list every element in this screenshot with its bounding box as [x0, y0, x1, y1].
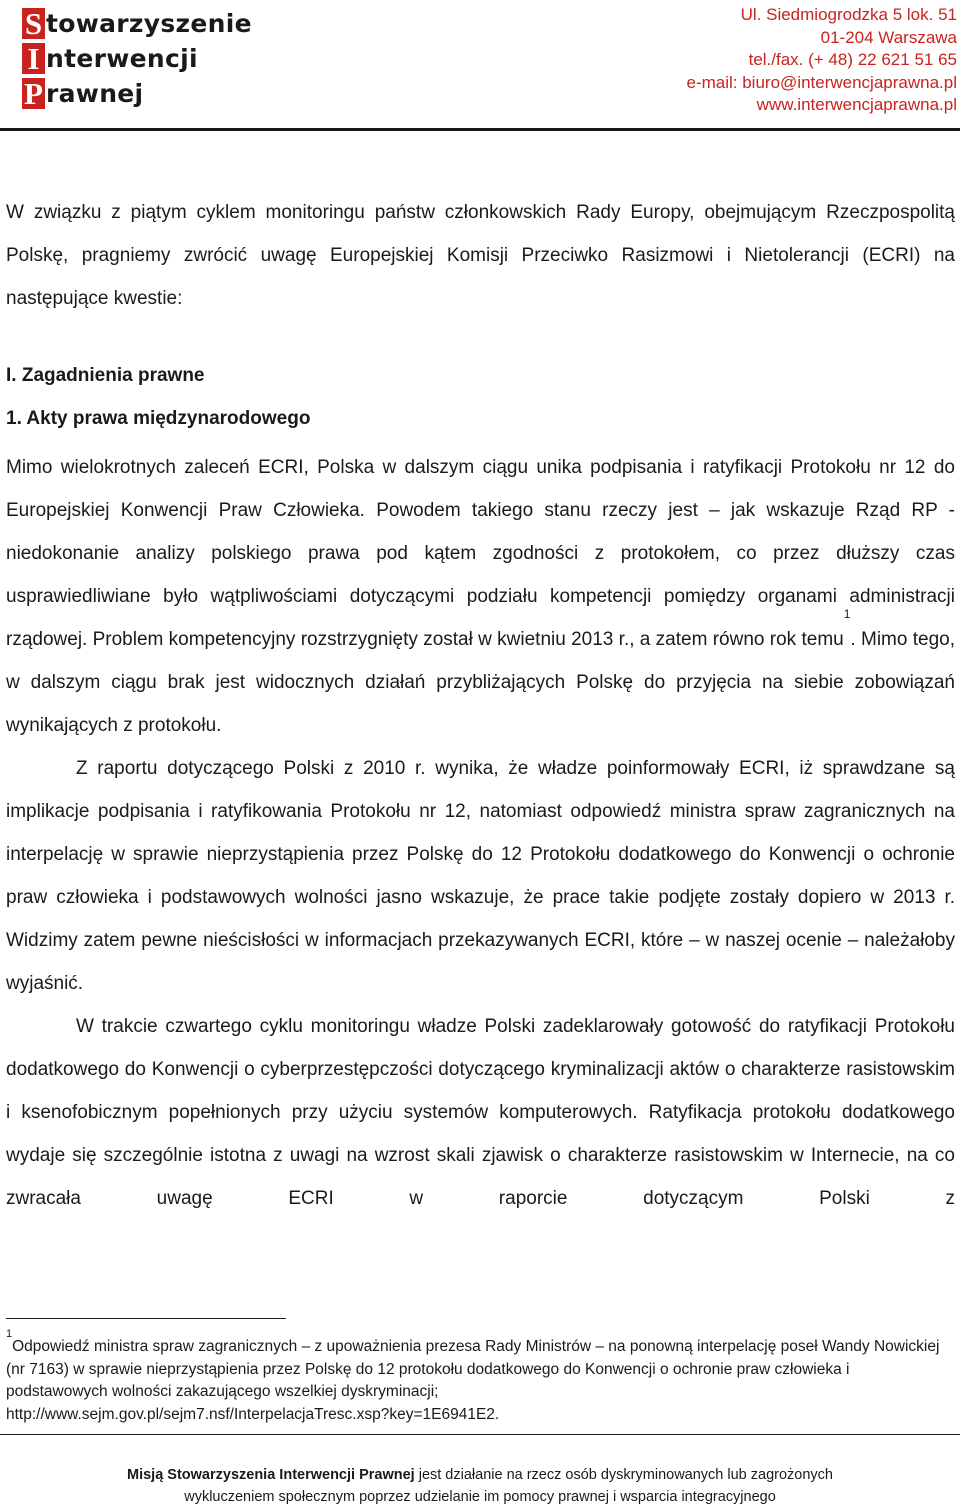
contact-email-link[interactable]: e-mail: biuro@interwencjaprawna.pl [686, 72, 957, 92]
logo-word-1: towarzyszenie [46, 9, 252, 38]
header-divider [0, 128, 960, 131]
paragraph-protocol-12 [6, 446, 955, 747]
logo-initial-i: I [22, 43, 45, 74]
contact-phone: tel./fax. (+ 48) 22 621 51 65 [748, 50, 957, 69]
footnote [6, 1328, 946, 1426]
section-heading: I. Zagadnienia prawne [6, 365, 205, 386]
organization-logo [22, 4, 252, 109]
logo-initial-p: P [22, 78, 45, 109]
mission-line-1 [0, 1464, 960, 1486]
contact-website-link[interactable]: www.interwencjaprawna.pl [756, 95, 957, 114]
footer-divider [0, 1434, 960, 1435]
footnote-text: Odpowiedź ministra spraw zagranicznych – z upoważnienia prezesa Rady Ministrów – na ponowną interpelację poseł Wandy Nowickiej (nr 7163) w sprawie nieprzystąpienia przez Polskę do 12 protokołu dodatkowego do Konwencji o ochronie praw człowieka i podstawowych wolności zakazującego wszelkiej dyskryminacji; [6, 1338, 940, 1400]
mission-line-2: wykluczeniem społecznym poprzez udzielanie im pomocy prawnej i wsparcia integracyjnego [184, 1489, 776, 1505]
main-body [6, 446, 955, 1220]
logo-line-3 [22, 74, 252, 109]
paragraph-1-text-continued: . Mimo tego, w dalszym ciągu brak jest widocznych działań przybliżających Polskę do przyjęcia na siebie zobowiązań wynikających z protokołu. [6, 629, 955, 736]
paragraph-1-text: Mimo wielokrotnych zaleceń ECRI, Polska w dalszym ciągu unika podpisania i ratyfikacji Protokołu nr 12 do Europejskiej Konwencji Praw Człowieka. Powodem takiego stanu rzeczy jest – jak wskazuje Rząd RP - niedokonanie analizy polskiego prawa pod kątem zgodności z protokołem, co przez dłuższy czas usprawiedliwiane było wątpliwościami dotyczącymi podziału kompetencji pomiędzy organami administracji rządowej. Problem kompetencyjny rozstrzygnięty został w kwietniu 2013 r., a zatem równo rok temu [6, 457, 955, 650]
footnote-number: 1 [6, 1328, 13, 1340]
footnote-url-link[interactable]: http://www.sejm.gov.pl/sejm7.nsf/InterpelacjaTresc.xsp?key=1E6941E2. [6, 1405, 500, 1423]
contact-city: 01-204 Warszawa [820, 27, 957, 47]
subsection-heading: 1. Akty prawa międzynarodowego [6, 408, 311, 429]
footnote-divider [6, 1318, 286, 1319]
footnote-reference[interactable]: 1 [843, 607, 851, 621]
logo-line-2 [22, 39, 252, 74]
mission-line-1-text: jest działanie na rzecz osób dyskryminowanych lub zagrożonych [414, 1467, 833, 1483]
contact-address: Ul. Siedmiogrodzka 5 lok. 51 [740, 5, 957, 24]
mission-organization-name: Misją Stowarzyszenia Interwencji Prawnej [127, 1467, 415, 1483]
logo-initial-s: S [22, 8, 45, 39]
paragraph-cybercrime-protocol: W trakcie czwartego cyklu monitoringu władze Polski zadeklarowały gotowość do ratyfikacji Protokołu dodatkowego do Konwencji o cyberprzestępczości dotyczącego kryminalizacji aktów o charakterze rasistowskim i ksenofobicznym popełnionych przy użyciu systemów komputerowych. Ratyfikacja protokołu dodatkowego wydaje się szczególnie istotna z uwagi na wzrost skali zjawisk o charakterze rasistowskim w Internecie, na co zwracała uwagę ECRI w raporcie dotyczącym Polski z [6, 1016, 955, 1209]
logo-word-3: rawnej [46, 79, 144, 108]
contact-block [687, 4, 958, 117]
logo-word-2: nterwencji [46, 44, 198, 73]
mission-statement [0, 1464, 960, 1508]
logo-line-1 [22, 4, 252, 39]
intro-paragraph: W związku z piątym cyklem monitoringu państw członkowskich Rady Europy, obejmującym Rzeczpospolitą Polskę, pragniemy zwrócić uwagę Europejskiej Komisji Przeciwko Rasizmowi i Nietolerancji (ECRI) na następujące kwestie: [6, 202, 955, 309]
paragraph-report-2010: Z raportu dotyczącego Polski z 2010 r. wynika, że władze poinformowały ECRI, iż sprawdzane są implikacje podpisania i ratyfikowania Protokołu nr 12, natomiast odpowiedź ministra spraw zagranicznych na interpelację w sprawie nieprzystąpienia przez Polskę do 12 Protokołu dodatkowego do Konwencji o ochronie praw człowieka i podstawowych wolności jasno wskazuje, że prace takie podjęte zostały dopiero w 2013 r. Widzimy zatem pewne nieścisłości w informacjach przekazywanych ECRI, które – w naszej ocenie – należałoby wyjaśnić. [6, 758, 955, 994]
